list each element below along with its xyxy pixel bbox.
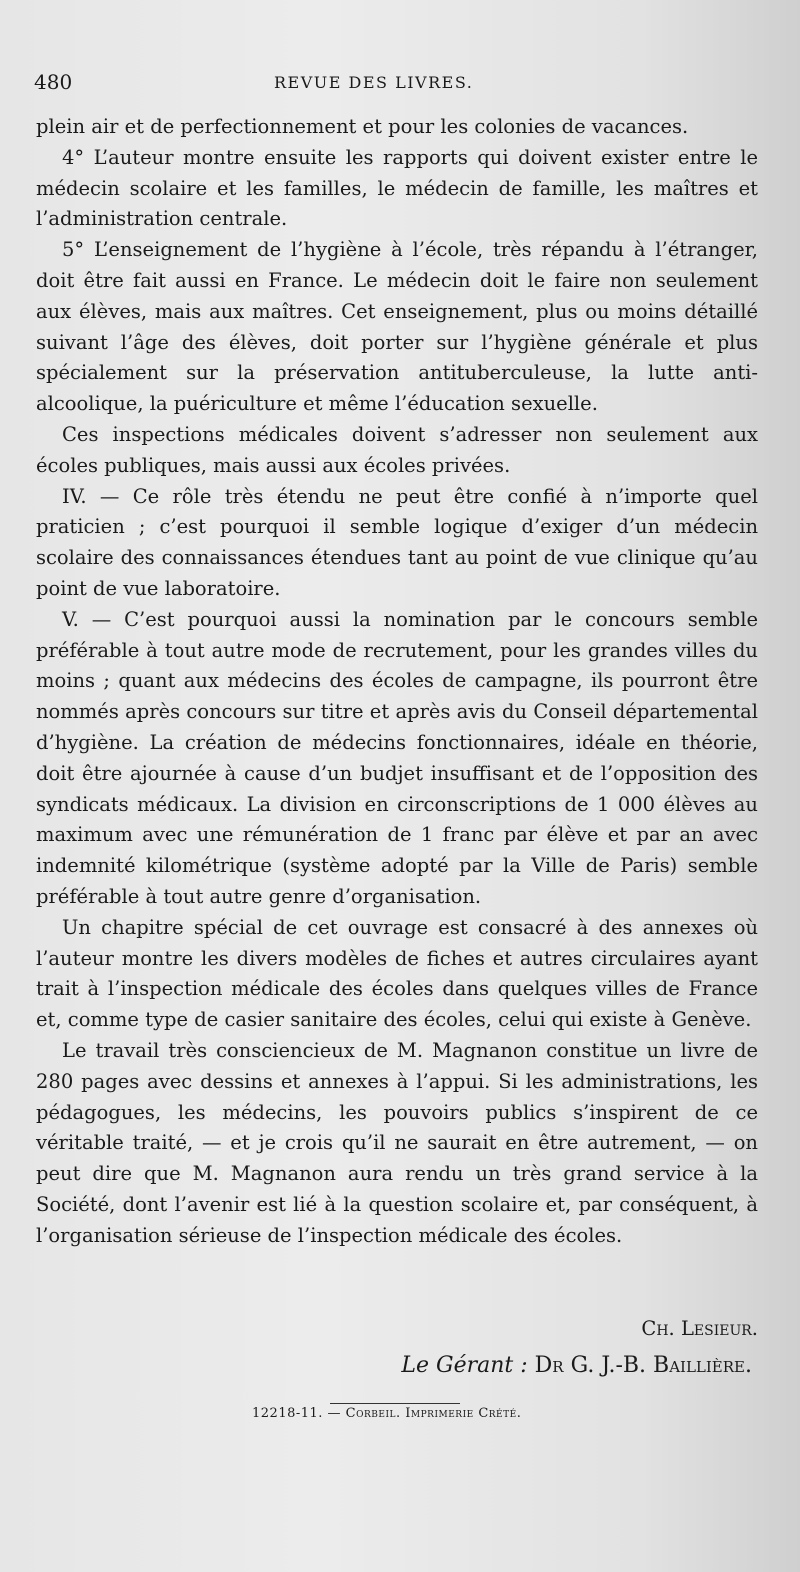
author-signature: Ch. Lesieur.	[641, 1317, 758, 1340]
gerant-label: Le Gérant :	[401, 1353, 528, 1378]
paragraph-section-iv: IV. — Ce rôle très étendu ne peut être confié à n’importe quel praticien ; c’est pourquoi il semble logique d’exiger d’un médecin scolaire des connaissances étendues tant au point de vue clinique qu’au point de vue laboratoire.	[36, 484, 758, 600]
paragraph-point-5: 5° L’enseignement de l’hygiène à l’école, très répandu à l’étranger, doit être fait aussi en France. Le médecin doit le faire non seulement aux élèves, mais aux maîtres. Cet enseignement, plus ou moins détaillé suivant l’âge des élèves, doit porter sur l’hygiène générale et plus spécialement sur la préservation antituberculeuse, la lutte anti-alcoolique, la puériculture et même l’éducation sexuelle.	[36, 238, 758, 416]
paragraph-colonies: plein air et de perfectionnement et pour les colonies de vacances.	[36, 115, 689, 138]
footer-divider	[330, 1403, 460, 1404]
body-text	[36, 112, 758, 1251]
running-title: REVUE DES LIVRES.	[274, 73, 474, 92]
page-header	[34, 70, 754, 100]
paragraph-conclusion: Le travail très consciencieux de M. Magnanon constitue un livre de 280 pages avec dessins et annexes à l’appui. Si les administrations, les pédagogues, les médecins, les pouvoirs publics s’inspirent de ce véritable traité, — et je crois qu’il ne saurait en être autrement, — on peut dire que M. Magnanon aura rendu un très grand service à la Société, dont l’avenir est lié à la question scolaire et, par conséquent, à l’organisation sérieuse de l’inspection médicale des écoles.	[36, 1038, 758, 1247]
paragraph-point-4: 4° L’auteur montre ensuite les rapports qui doivent exister entre le médecin scolaire et les familles, le médecin de famille, les maîtres et l’administration centrale.	[36, 145, 758, 231]
gerant-name: Dr G. J.-B. Baillière.	[534, 1353, 752, 1378]
paragraph-annexes: Un chapitre spécial de cet ouvrage est consacré à des annexes où l’auteur montre les divers modèles de fiches et autres circulaires ayant trait à l’inspection médicale des écoles dans quelques villes de France et, comme type de casier sanitaire des écoles, celui qui existe à Genève.	[36, 915, 758, 1032]
page-number: 480	[34, 70, 73, 94]
printer-imprint: 12218-11. — Corbeil. Imprimerie Crété.	[252, 1406, 522, 1421]
gerant-line	[401, 1353, 752, 1378]
paragraph-inspections: Ces inspections médicales doivent s’adresser non seulement aux écoles publiques, mais aussi aux écoles privées.	[36, 422, 758, 477]
paragraph-section-v: V. — C’est pourquoi aussi la nomination par le concours semble préférable à tout autre mode de recrutement, pour les grandes villes du moins ; quant aux médecins des écoles de campagne, ils pourront être nommés après concours sur titre et après avis du Conseil départemental d’hygiène. La création de médecins fonctionnaires, idéale en théorie, doit être ajournée à cause d’un budjet insuffisant et de l’opposition des syndicats médicaux. La division en circonscriptions de 1 000 élèves au maximum avec une rémunération de 1 franc par élève et par an avec indemnité kilométrique (système adopté par la Ville de Paris) semble préférable à tout autre genre d’organisation.	[36, 607, 758, 908]
